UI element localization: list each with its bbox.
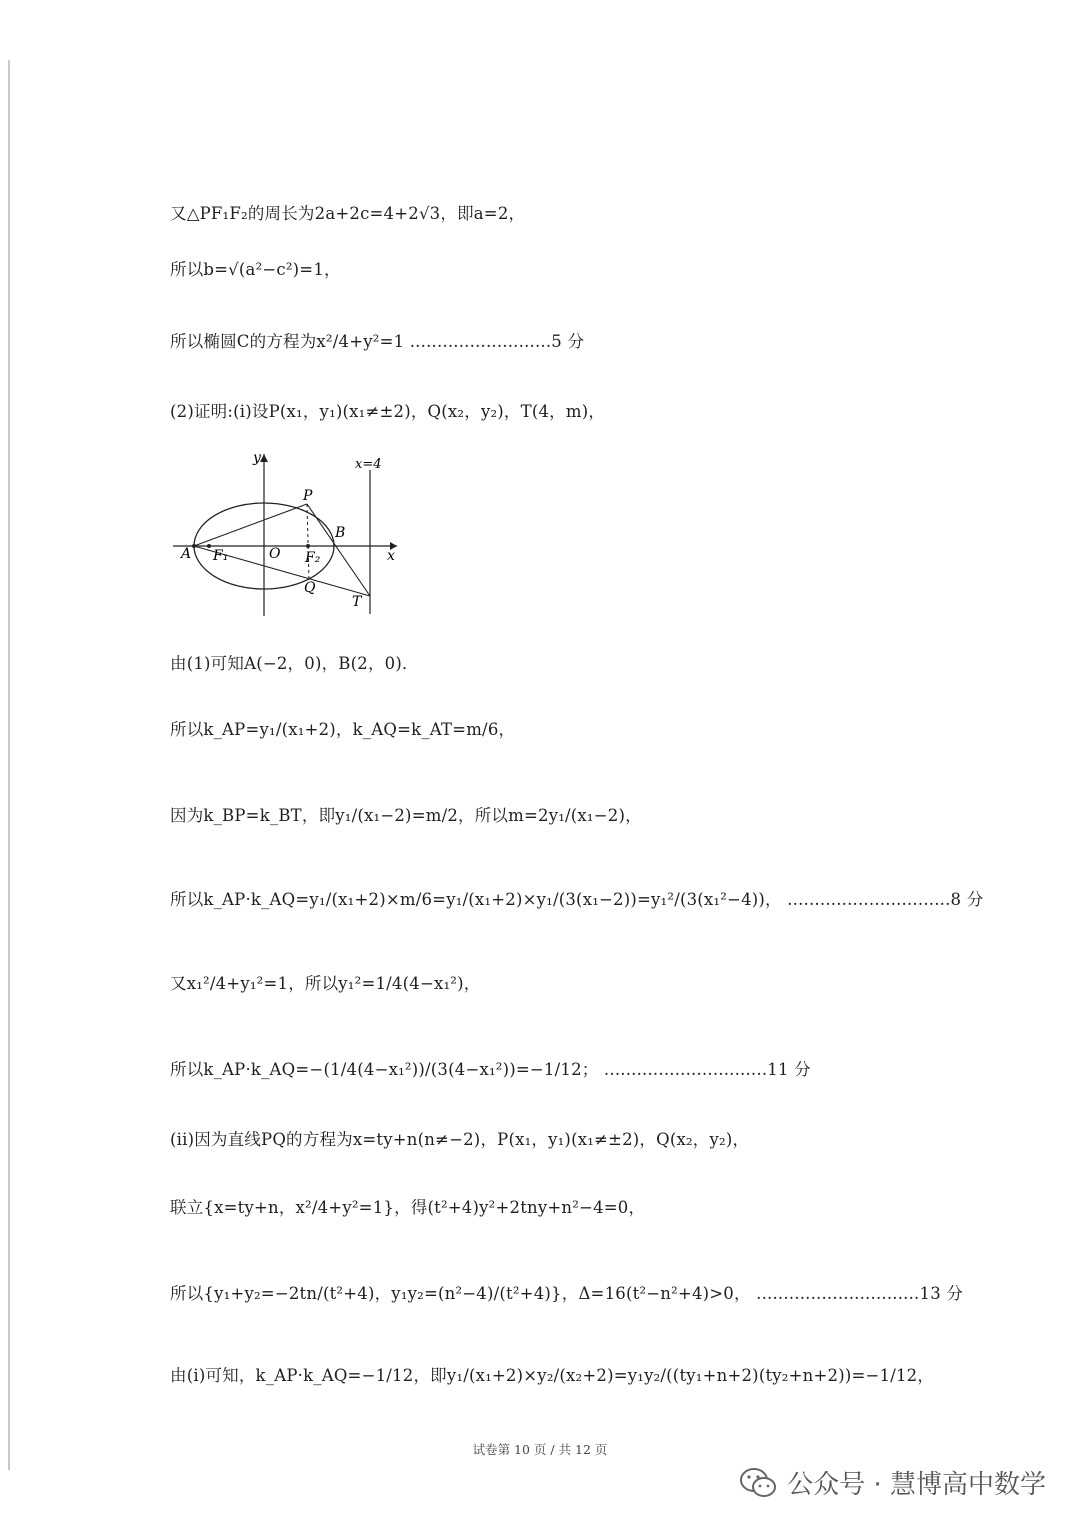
text-line-13: 所以{y₁+y₂=−2tn/(t²+4)，y₁y₂=(n²−4)/(t²+4)}，Δ=16(t²−n²+4)>0， ..............................13 分	[170, 1284, 964, 1303]
y-axis-arrow	[260, 454, 268, 462]
label-B: B	[335, 525, 346, 541]
text-line-3: 所以椭圆C的方程为x²/4+y²=1 ..........................5 分	[170, 332, 585, 351]
wechat-icon	[739, 1467, 777, 1499]
label-P: P	[303, 488, 313, 504]
label-line-x4: x=4	[355, 457, 382, 472]
segment-AP	[194, 504, 307, 546]
label-F1: F₁	[213, 548, 229, 564]
text-line-4: (2)证明:(i)设P(x₁，y₁)(x₁≠±2)，Q(x₂，y₂)，T(4，m)，	[170, 402, 606, 421]
text-line-1: 又△PF₁F₂的周长为2a+2c=4+2√3，即a=2，	[170, 204, 526, 223]
text-line-6: 所以k_AP=y₁/(x₁+2)，k_AQ=k_AT=m/6，	[170, 720, 516, 739]
text-line-5: 由(1)可知A(−2，0)，B(2，0)．	[170, 654, 419, 673]
point-F1	[207, 544, 211, 548]
point-A	[192, 544, 196, 548]
text-line-9: 又x₁²/4+y₁²=1，所以y₁²=1/4(4−x₁²)，	[170, 974, 481, 993]
page-footer: 试卷第 10 页 / 共 12 页	[472, 1442, 608, 1457]
label-O: O	[269, 546, 281, 562]
text-line-10: 所以k_AP·k_AQ=−(1/4(4−x₁²))/(3(4−x₁²))=−1/12； ..............................11 分	[170, 1060, 811, 1079]
label-A: A	[181, 546, 192, 562]
label-F2: F₂	[305, 550, 321, 566]
text-line-2: 所以b=√(a²−c²)=1，	[170, 260, 341, 279]
text-line-14: 由(i)可知，k_AP·k_AQ=−1/12，即y₁/(x₁+2)×y₂/(x₂+2)=y₁y₂/((ty₁+n+2)(ty₂+n+2))=−1/12，	[170, 1366, 935, 1385]
text-line-11: (ii)因为直线PQ的方程为x=ty+n(n≠−2)，P(x₁，y₁)(x₁≠±2)，Q(x₂，y₂)，	[170, 1130, 750, 1149]
label-T: T	[352, 594, 362, 610]
page-margin-line	[8, 60, 10, 1470]
label-y: y	[253, 450, 261, 466]
text-line-8: 所以k_AP·k_AQ=y₁/(x₁+2)×m/6=y₁/(x₁+2)×y₁/(3(x₁−2))=y₁²/(3(x₁²−4))， ..............................8 分	[170, 890, 984, 909]
watermark	[739, 1464, 1046, 1501]
text-line-12: 联立{x=ty+n，x²/4+y²=1}，得(t²+4)y²+2tny+n²−4=0，	[170, 1198, 646, 1217]
text-line-7: 因为k_BP=k_BT，即y₁/(x₁−2)=m/2，所以m=2y₁/(x₁−2)，	[170, 806, 642, 825]
segment-PQ-dashed	[307, 504, 309, 580]
point-F2	[306, 544, 310, 548]
watermark-text: 公众号 · 慧博高中数学	[787, 1470, 1046, 1500]
ellipse-diagram	[165, 448, 405, 618]
label-Q: Q	[304, 580, 316, 596]
label-x: x	[387, 548, 395, 564]
